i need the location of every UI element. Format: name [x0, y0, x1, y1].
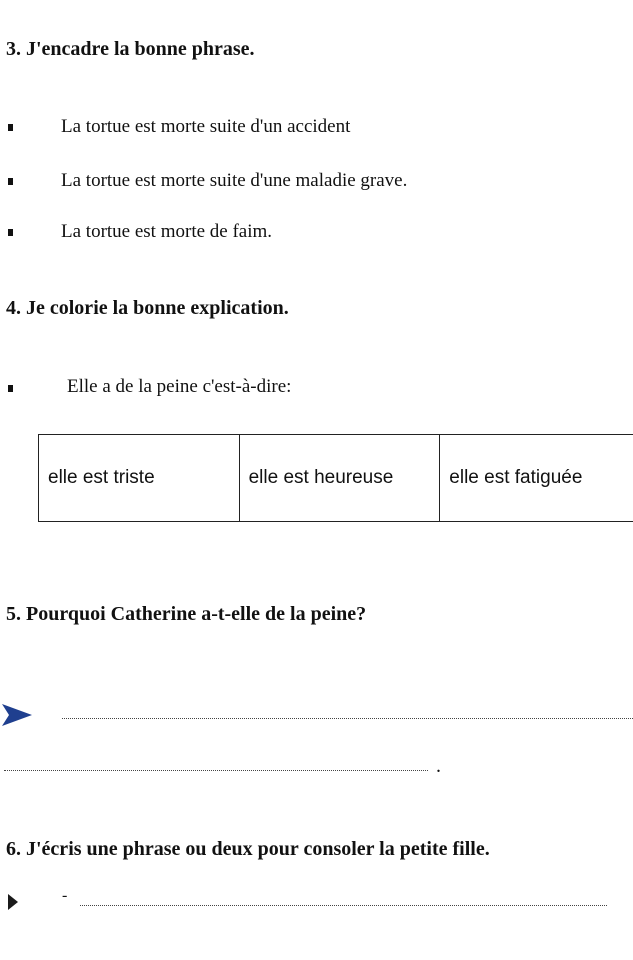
square-bullet-icon	[8, 229, 13, 236]
question-5-title: 5. Pourquoi Catherine a-t-elle de la peine?	[6, 603, 367, 625]
arrowhead-icon	[0, 702, 34, 728]
dash-mark: -	[62, 887, 68, 904]
answer-end-mark: .	[436, 755, 441, 777]
question-3-title: 3. J'encadre la bonne phrase.	[6, 38, 255, 60]
square-bullet-icon	[8, 178, 13, 185]
question-4-title: 4. Je colorie la bonne explication.	[6, 297, 289, 319]
square-bullet-icon	[8, 124, 13, 131]
answer-line-2[interactable]	[4, 770, 428, 771]
option-maladie[interactable]: La tortue est morte suite d'une maladie grave.	[61, 170, 408, 191]
option-faim[interactable]: La tortue est morte de faim.	[61, 221, 273, 242]
option-accident[interactable]: La tortue est morte suite d'un accident	[61, 116, 351, 137]
choice-fatiguee[interactable]: elle est fatiguée	[440, 435, 633, 522]
explanation-choices-table	[38, 434, 633, 522]
square-bullet-icon	[8, 385, 13, 392]
question-6-title: 6. J'écris une phrase ou deux pour consoler la petite fille.	[6, 838, 490, 860]
choice-heureuse[interactable]: elle est heureuse	[239, 435, 440, 522]
answer-line-1[interactable]	[62, 718, 633, 719]
answer-line-3[interactable]	[80, 905, 607, 906]
question-4-prompt: Elle a de la peine c'est-à-dire:	[67, 376, 292, 397]
choice-triste[interactable]: elle est triste	[39, 435, 240, 522]
triangle-bullet-icon	[6, 892, 20, 912]
